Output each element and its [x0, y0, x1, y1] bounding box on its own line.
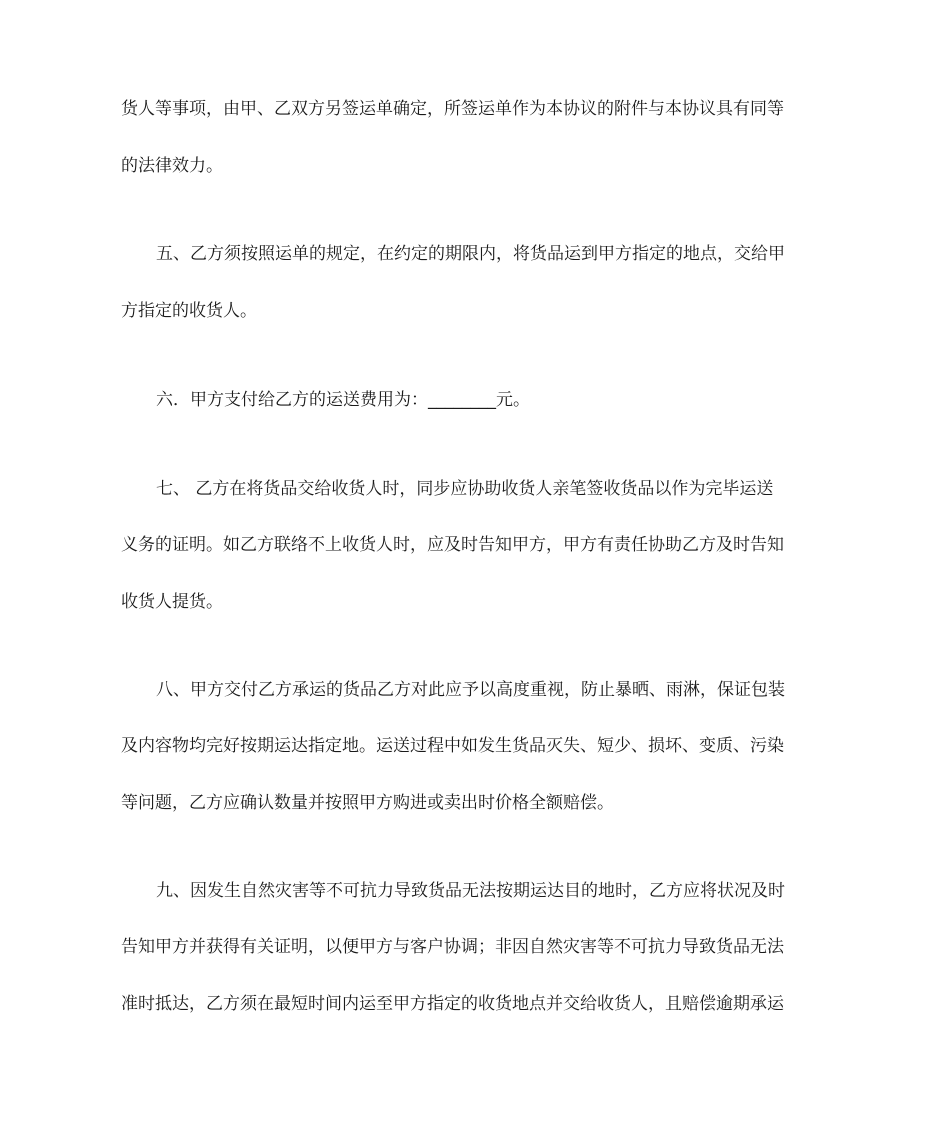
- paragraph-7-line-1: 七、 乙方在将货品交给收货人时，同步应协助收货人亲笔签收货品以作为完毕运送: [156, 479, 774, 499]
- paragraph-5-line-1: 五、乙方须按照运单的规定，在约定的期限内，将货品运到甲方指定的地点，交给甲: [156, 244, 785, 264]
- paragraph-4-line-2: 货人等事项，由甲、乙双方另签运单确定，所签运单作为本协议的附件与本协议具有同等: [121, 99, 784, 119]
- paragraph-8-line-3: 等问题，乙方应确认数量并按照甲方购进或卖出时价格全额赔偿。: [121, 793, 614, 813]
- paragraph-8-line-1: 八、甲方交付乙方承运的货品乙方对此应予以高度重视，防止暴晒、雨淋，保证包装: [156, 680, 785, 700]
- paragraph-9-line-1: 九、因发生自然灾害等不可抗力导致货品无法按期运达目的地时，乙方应将状况及时: [156, 881, 785, 901]
- paragraph-7-line-3: 收货人提货。: [121, 592, 223, 612]
- paragraph-8-line-2: 及内容物均完好按期运达指定地。运送过程中如发生货品灭失、短少、损坏、变质、污染: [121, 736, 784, 756]
- paragraph-5-line-2: 方指定的收货人。: [121, 301, 257, 321]
- paragraph-7-line-2: 义务的证明。如乙方联络不上收货人时，应及时告知甲方，甲方有责任协助乙方及时告知: [121, 535, 784, 555]
- paragraph-4-line-3: 的法律效力。: [121, 156, 223, 176]
- paragraph-9-line-2: 告知甲方并获得有关证明，以便甲方与客户协调；非因自然灾害等不可抗力导致货品无法: [121, 937, 784, 957]
- paragraph-6-line-1: 六．甲方支付给乙方的运送费用为：________元。: [156, 390, 530, 410]
- paragraph-9-line-3: 准时抵达，乙方须在最短时间内运至甲方指定的收货地点并交给收货人，且赔偿逾期承运: [121, 994, 784, 1014]
